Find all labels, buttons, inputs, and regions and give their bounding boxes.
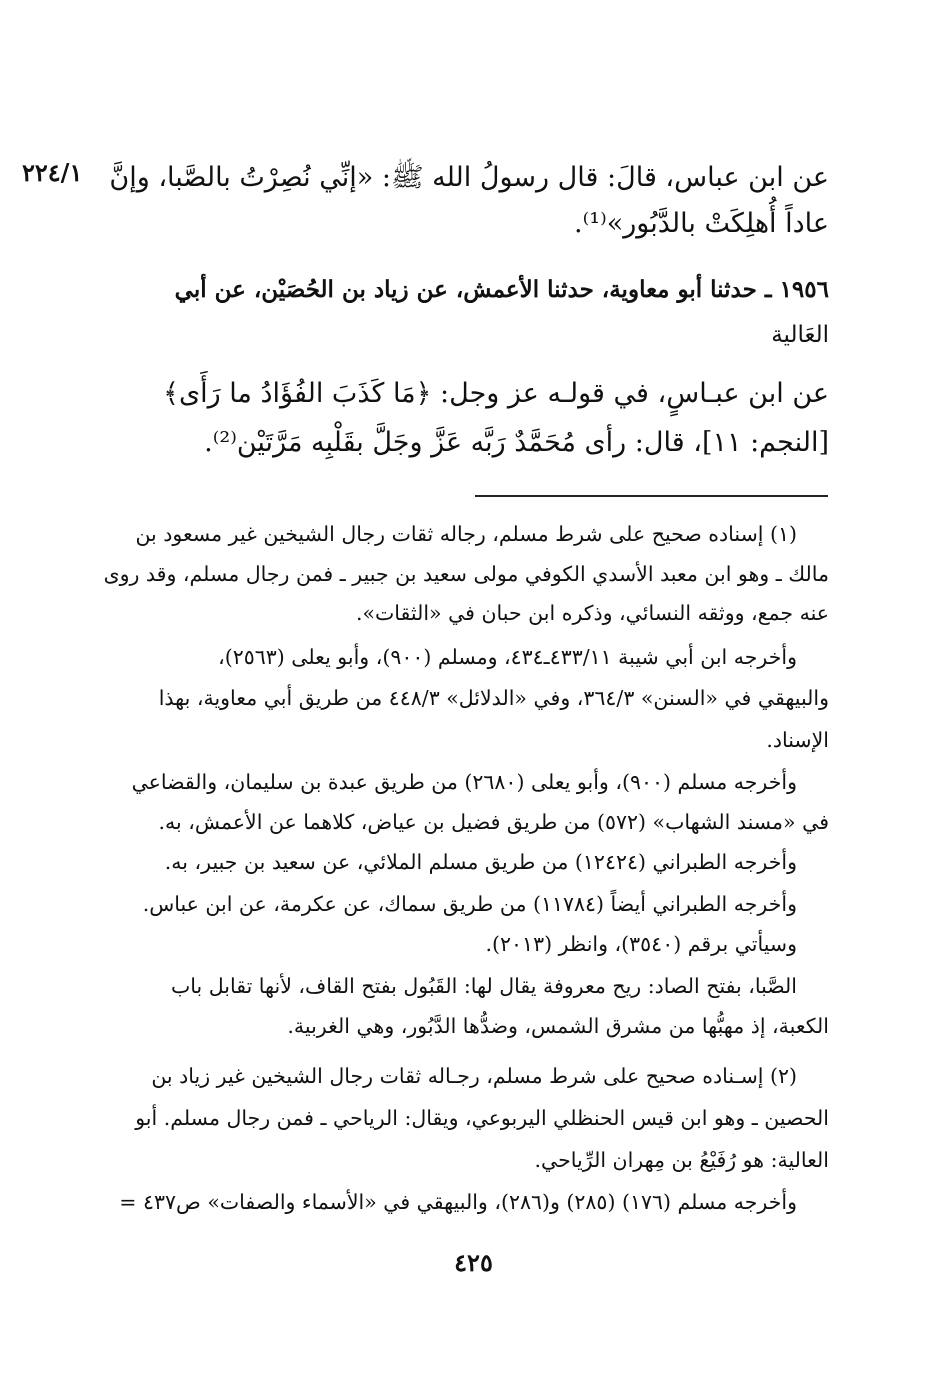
footnote-line: الصَّبا، بفتح الصاد: ريح معروفة يقال لها: القَبُول بفتح القاف، لأنها تقابل باب <box>170 974 797 998</box>
footnote-line: وأخرجه مسلم (٩٠٠)، وأبو يعلى (٢٦٨٠) من طريق عبدة بن سليمان، والقضاعي <box>131 770 797 794</box>
footnote-line: الحصين ـ وهو ابن قيس الحنظلي اليربوعي، ويقال: الرياحي ـ فمن رجال مسلم. أبو <box>135 1106 829 1130</box>
footnote-line: وأخرجه الطبراني أيضاً (١١٧٨٤) من طريق سماك، عن عكرمة، عن ابن عباس. <box>142 892 797 916</box>
volume-page-reference: ٢٢٤/١ <box>22 158 83 187</box>
hadith-text-line: عاداً أُهلِكَتْ بالدَّبُور»⁽¹⁾. <box>574 208 829 239</box>
footnote-line: وأخرجه ابن أبي شيبة ٤٣٣/١١ـ٤٣٤، ومسلم (٩٠٠)، وأبو يعلى (٢٥٦٣)، <box>218 645 797 669</box>
footnote-line: وسيأتي برقم (٣٥٤٠)، وانظر (٢٠١٣). <box>485 932 797 956</box>
footnote-line: عنه جمع، ووثقه النسائي، وذكره ابن حبان في «الثقات». <box>355 601 829 625</box>
footnote-line: والبيهقي في «السنن» ٣٦٤/٣، وفي «الدلائل» ٤٤٨/٣ من طريق أبي معاوية، بهذا <box>158 686 829 710</box>
hadith-text-line: عن ابن عبـاسٍ، في قولـه عز وجل: ﴿مَا كَذَبَ الفُؤَادُ ما رَأَى﴾ <box>163 378 829 409</box>
footnote-line: وأخرجه الطبراني (١٢٤٢٤) من طريق مسلم الملائي، عن سعيد بن جبير، به. <box>164 850 797 874</box>
footnote-separator <box>475 495 828 497</box>
footnote-line: العالية: هو رُفَيْعُ بن مِهران الرِّياحي. <box>534 1148 829 1172</box>
hadith-text-line: عن ابن عباس، قالَ: قال رسولُ الله ﷺ: «إنِّي نُصِرْتُ بالصَّبا، وإنَّ <box>109 162 829 193</box>
hadith-text-line: [النجم: ١١]، قال: رأى مُحَمَّدٌ رَبَّه عَزَّ وجَلَّ بقَلْبِه مَرَّتَيْن⁽²⁾. <box>204 427 829 458</box>
hadith-chain-line: العَالية <box>771 322 829 348</box>
footnote-line: (١) إسناده صحيح على شرط مسلم، رجاله ثقات رجال الشيخين غير مسعود بن <box>135 522 797 546</box>
footnote-line: الكعبة، إذ مهبُّها من مشرق الشمس، وضدُّها الدَّبُور، وهي الغربية. <box>287 1014 829 1038</box>
footnote-line: (٢) إسـناده صحيح على شرط مسلم، رجـاله ثقات رجال الشيخين غير زياد بن <box>151 1064 797 1088</box>
hadith-chain-line: ١٩٥٦ ـ حدثنا أبو معاوية، حدثنا الأعمش، عن زياد بن الحُصَيْن، عن أبي <box>174 276 829 303</box>
footnote-line: الإسناد. <box>766 728 829 752</box>
footnote-line: مالك ـ وهو ابن معبد الأسدي الكوفي مولى سعيد بن جبير ـ فمن رجال مسلم، وقد روى <box>103 562 829 586</box>
footnote-line: وأخرجه مسلم (١٧٦) (٢٨٥) و(٢٨٦)، والبيهقي في «الأسماء والصفات» ص٤٣٧ = <box>119 1190 797 1214</box>
page-number: ٤٢٥ <box>454 1248 493 1277</box>
footnote-line: في «مسند الشهاب» (٥٧٢) من طريق فضيل بن عياض، كلاهما عن الأعمش، به. <box>158 810 829 834</box>
